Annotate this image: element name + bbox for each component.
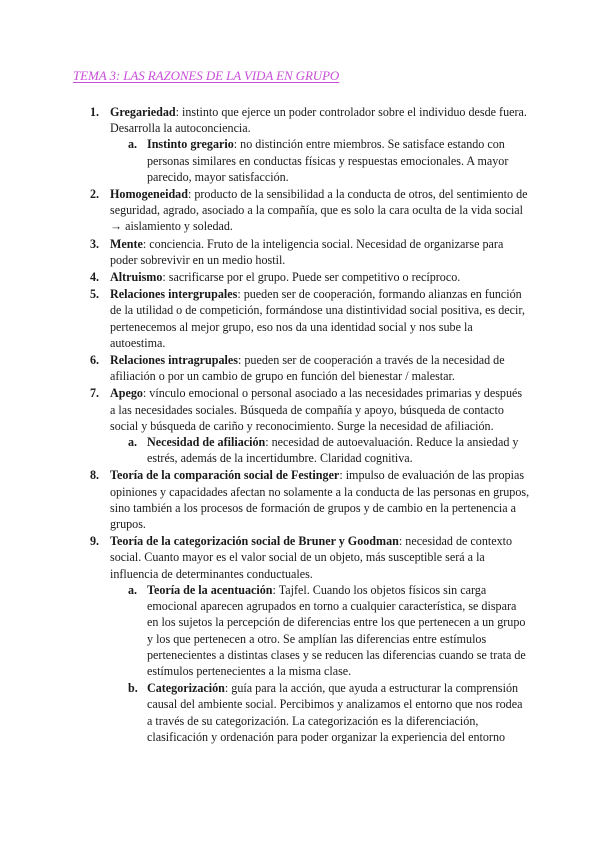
sub-item-text: : Tajfel. Cuando los objetos físicos sin carga emocional aparecen agrupados en torno a cualquier característica, se dispara en los sujetos la percepción de diferencias entre los que pertenecen a un grupo y los que pertenecen a otro. Se amplían las diferencias entre estímulos pertenecientes a distintas clases y se reducen las diferencias cuando se trata de estímulos pertenecientes a la misma clase. <box>147 582 526 678</box>
list-item-term: Relaciones intergrupales <box>110 287 238 302</box>
list-item-term: Altruismo <box>110 270 163 285</box>
list-item-text: : sacrificarse por el grupo. Puede ser competitivo o recíproco. <box>162 270 461 285</box>
sub-item-letter: a. <box>128 137 138 152</box>
list-item-term: Relaciones intragrupales <box>110 353 238 368</box>
sub-item-text: : necesidad de autoevaluación. Reduce la ansiedad y estrés, además de la incertidumbre. Claridad cognitiva. <box>147 435 519 466</box>
list-item <box>90 186 530 235</box>
list-item-text: : producto de la sensibilidad a la conducta de otros, del sentimiento de seguridad, agrado, asociado a la compañía, que es solo la cara oculta de la vida social → aislamiento y soledad. <box>110 187 528 234</box>
list-item-text: : instinto que ejerce un poder controlador sobre el individuo desde fuera. Desarrolla la autoconciencia. <box>110 105 527 136</box>
list-item-text: : vínculo emocional o personal asociado a las necesidades primarias y después a las necesidades sociales. Búsqueda de compañía y apoyo, búsqueda de contacto social y búsqueda de cariño y reconocimiento. Surge la necesidad de afiliación. <box>110 386 523 433</box>
list-item-number: 8. <box>90 468 100 483</box>
list-item-term: Homogeneidad <box>110 187 188 202</box>
list-item-text: : pueden ser de cooperación a través de la necesidad de afiliación o por un cambio de grupo en función del bienestar / malestar. <box>110 353 505 384</box>
sub-item-term: Necesidad de afiliación <box>147 435 266 450</box>
list-item-number: 4. <box>90 270 100 285</box>
sub-item-term: Teoría de la acentuación <box>147 582 273 597</box>
sub-item-letter: a. <box>128 435 138 450</box>
sub-item-letter: a. <box>128 582 138 597</box>
sub-list-item <box>128 136 530 185</box>
list-item-number: 6. <box>90 353 100 368</box>
list-item-number: 5. <box>90 287 100 302</box>
list-item-number: 7. <box>90 386 100 401</box>
list-item-text: : conciencia. Fruto de la inteligencia social. Necesidad de organizarse para poder sobrevivir en un medio hostil. <box>110 236 504 267</box>
list-item-text: : necesidad de contexto social. Cuanto mayor es el valor social de un objeto, más susceptible será a la influencia de determinantes conductuales. <box>110 534 513 581</box>
list-item-term: Gregariedad <box>110 105 176 119</box>
sub-item-letter: b. <box>128 681 138 696</box>
list-item-term: Mente <box>110 236 143 251</box>
list-item <box>90 533 530 745</box>
list-item <box>90 236 530 268</box>
list-item-number: 9. <box>90 534 100 549</box>
list-item <box>90 269 530 285</box>
list-item-term: Teoría de la categorización social de Bruner y Goodman <box>110 534 399 549</box>
list-item <box>90 104 530 185</box>
sub-item-term: Categorización <box>147 681 225 696</box>
list-item-text: : impulso de evaluación de las propias opiniones y capacidades afectan no solamente a la conducta de las personas en grupos, sino también a los procesos de formación de grupos y de cambio en la pertenencia a grupos. <box>110 468 530 532</box>
list-item-number: 2. <box>90 187 100 202</box>
list-item <box>90 467 530 532</box>
list-item <box>90 352 530 384</box>
sub-item-text: : guía para la acción, que ayuda a estructurar la comprensión causal del ambiente social. Percibimos y analizamos el entorno que nos rodea a través de su categorización. La categorización es la diferenciación, clasificación y ordenación para poder organizar la experiencia del entorno <box>147 681 523 744</box>
list-item-term: Teoría de la comparación social de Festinger <box>110 468 340 483</box>
sub-list-item <box>128 680 530 745</box>
list-item-number: 1. <box>90 105 100 119</box>
sub-item-text: : no distinción entre miembros. Se satisface estando con personas similares en conductas físicas y respuestas emocionales. A mayor parecido, mayor satisfacción. <box>147 137 509 184</box>
list-item <box>90 385 530 466</box>
list-item-text: : pueden ser de cooperación, formando alianzas en función de la utilidad o de competición, formándose una distintividad social positiva, es decir, pertenecemos al mejor grupo, eso nos da una identidad social y nos sube la autoestima. <box>110 287 525 350</box>
sub-item-term: Instinto gregario <box>147 137 234 152</box>
sub-list-item <box>128 582 530 679</box>
list-item-term: Apego <box>110 386 143 401</box>
numbered-list <box>0 104 600 746</box>
page-title: TEMA 3: LAS RAZONES DE LA VIDA EN GRUPO <box>73 68 340 83</box>
list-item-number: 3. <box>90 236 100 251</box>
list-item <box>90 286 530 351</box>
sub-list-item <box>128 434 530 466</box>
